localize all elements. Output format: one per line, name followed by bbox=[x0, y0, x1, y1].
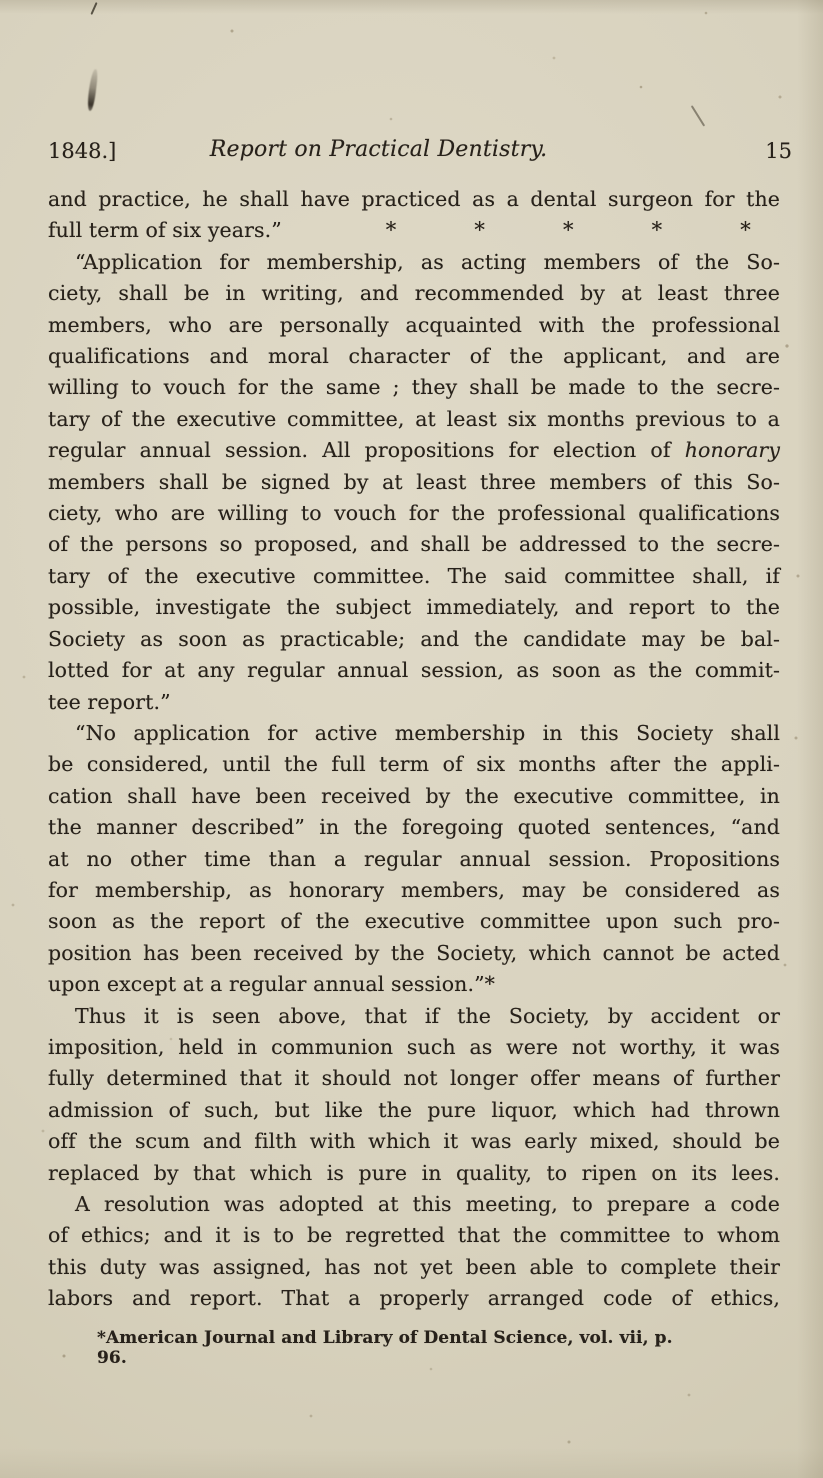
text-line: imposition, held in communion such as were not worthy, it was bbox=[48, 1034, 780, 1059]
text-line: “Application for membership, as acting members of the So- bbox=[75, 249, 780, 274]
text-line: the manner described” in the foregoing quoted sentences, “and bbox=[48, 815, 780, 840]
asterisk-mark: * bbox=[385, 218, 397, 243]
paragraph bbox=[48, 718, 780, 1001]
text-line: be considered, until the full term of six months after the appli- bbox=[48, 752, 780, 777]
text-line: members, who are personally acquainted with the professional bbox=[48, 312, 780, 337]
text-line: fully determined that it should not longer offer means of further bbox=[48, 1066, 780, 1091]
page-header bbox=[0, 137, 823, 167]
text-line: tary of the executive committee. The said committee shall, if bbox=[48, 563, 780, 588]
ink-smudge bbox=[86, 69, 98, 112]
text-line: ciety, who are willing to vouch for the professional qualifications bbox=[48, 501, 780, 526]
text-fragment: full term of six years.” bbox=[48, 218, 282, 243]
text-line: admission of such, but like the pure liquor, which had thrown bbox=[48, 1097, 780, 1122]
text-line: tary of the executive committee, at least six months previous to a bbox=[48, 406, 780, 431]
text-line: soon as the report of the executive committee upon such pro- bbox=[48, 909, 780, 934]
text-line: Thus it is seen above, that if the Society, by accident or bbox=[75, 1003, 780, 1028]
text-line: regular annual session. All propositions for election of honorary bbox=[48, 438, 780, 463]
asterisk-mark: * bbox=[563, 218, 574, 243]
page-number: 15 bbox=[765, 139, 792, 163]
text-line: tee report.” bbox=[48, 689, 171, 714]
text-line: this duty was assigned, has not yet been able to complete their bbox=[48, 1254, 780, 1279]
text-line: possible, investigate the subject immediately, and report to the bbox=[48, 595, 780, 620]
text-line: lotted for at any regular annual session, as soon as the commit- bbox=[48, 658, 780, 683]
text-line: A resolution was adopted at this meeting, to prepare a code bbox=[75, 1192, 780, 1216]
text-line: labors and report. That a properly arranged code of ethics, bbox=[48, 1286, 780, 1311]
ink-mark-top-right bbox=[691, 105, 705, 126]
text-line: qualifications and moral character of the applicant, and are bbox=[48, 344, 780, 369]
text-line: of ethics; and it is to be regretted that the committee to whom bbox=[48, 1223, 780, 1248]
text-line: for membership, as honorary members, may be considered as bbox=[48, 877, 780, 902]
paper-specks bbox=[0, 0, 2, 2]
paragraph bbox=[48, 247, 780, 718]
paragraph bbox=[48, 1189, 780, 1315]
text-line: members shall be signed by at least three members of this So- bbox=[48, 469, 780, 494]
ink-mark-top-left bbox=[90, 2, 97, 15]
running-title: Report on Practical Dentistry. bbox=[209, 137, 548, 162]
text-line: replaced by that which is pure in quality, to ripen on its lees. bbox=[48, 1160, 780, 1185]
text-line bbox=[48, 215, 780, 246]
body-text bbox=[48, 184, 780, 1315]
text-line: upon except at a regular annual session.”* bbox=[48, 972, 496, 997]
paragraph bbox=[48, 184, 780, 247]
text-line: of the persons so proposed, and shall be addressed to the secre- bbox=[48, 532, 780, 557]
text-line: ciety, shall be in writing, and recommended by at least three bbox=[48, 281, 780, 306]
text-line: Society as soon as practicable; and the candidate may be bal- bbox=[48, 626, 780, 651]
text-line: “No application for active membership in this Society shall bbox=[75, 720, 780, 745]
paragraph bbox=[48, 1001, 780, 1189]
text-line: willing to vouch for the same ; they shall be made to the secre- bbox=[48, 375, 780, 400]
footnote: *American Journal and Library of Dental Science, vol. vii, p. 96. bbox=[97, 1328, 673, 1368]
asterisk-mark: * bbox=[651, 218, 663, 243]
text-line: off the scum and filth with which it was early mixed, should be bbox=[48, 1129, 780, 1154]
text-line: at no other time than a regular annual session. Propositions bbox=[48, 846, 780, 871]
asterisk-mark: * bbox=[740, 218, 751, 243]
header-year: 1848.] bbox=[48, 139, 117, 163]
text-line: cation shall have been received by the executive committee, in bbox=[48, 783, 780, 808]
asterisk-mark: * bbox=[474, 218, 486, 243]
text-line: and practice, he shall have practiced as a dental surgeon for the bbox=[48, 187, 780, 211]
text-line: position has been received by the Society, which cannot be acted bbox=[48, 940, 780, 965]
